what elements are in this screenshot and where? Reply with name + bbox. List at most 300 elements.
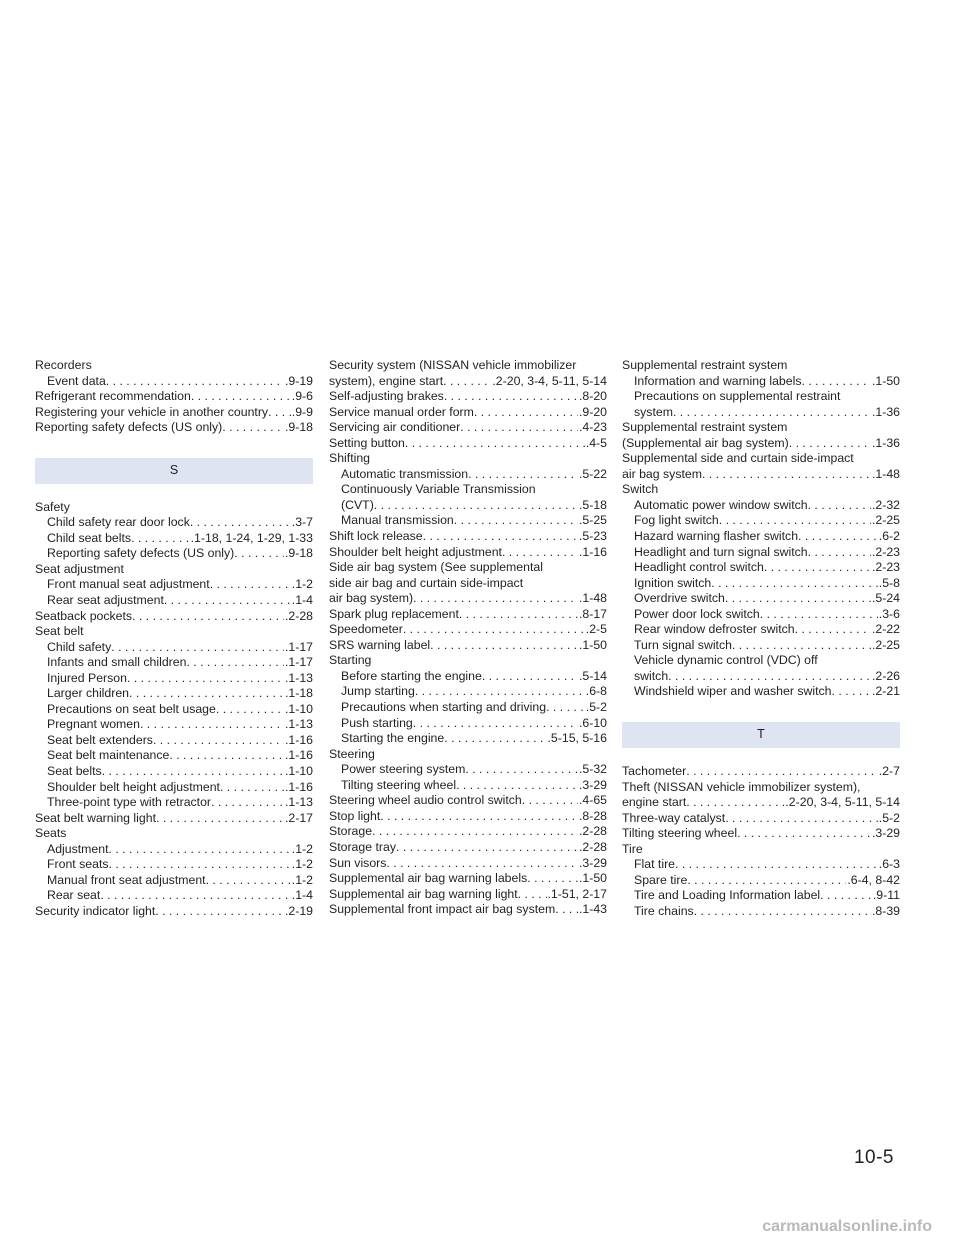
dot-leader: [443, 374, 491, 390]
dot-leader: [468, 467, 578, 483]
dot-leader: [403, 622, 585, 638]
index-entry: [329, 840, 607, 856]
index-entry: [329, 887, 607, 903]
index-entry: [35, 826, 313, 842]
entry-text: Supplemental front impact air bag system: [329, 902, 556, 917]
dot-leader: [129, 686, 284, 702]
index-entry: [329, 436, 607, 452]
index-subentry: [329, 716, 607, 732]
entry-text: Front manual seat adjustment: [47, 577, 210, 592]
dot-leader: [801, 374, 870, 390]
index-entry: [329, 576, 607, 592]
index-entry: [35, 405, 313, 421]
index-subentry: [622, 873, 900, 889]
entry-page-ref: .2-28: [578, 839, 607, 854]
entry-page-ref: .1-16: [284, 732, 313, 747]
entry-text: Tire chains: [634, 903, 694, 918]
entry-page-ref: .5-18: [578, 497, 607, 512]
index-subentry: [35, 546, 313, 562]
entry-page-ref: .5-32: [578, 762, 607, 777]
entry-text: Event data: [47, 373, 106, 388]
entry-text: Three-way catalyst: [622, 810, 726, 825]
index-subentry: [329, 513, 607, 529]
index-entry: [35, 609, 313, 625]
dot-leader: [832, 684, 871, 700]
index-subentry: [35, 577, 313, 593]
dot-leader: [795, 622, 871, 638]
index-subentry: [622, 904, 900, 920]
dot-leader: [522, 793, 578, 809]
entry-text: Sun visors: [329, 855, 387, 870]
entry-page-ref: .1-43: [578, 902, 607, 917]
page-number: 10-5: [853, 1147, 894, 1168]
dot-leader: [546, 700, 585, 716]
entry-page-ref: .8-28: [578, 808, 607, 823]
entry-text: Spare tire: [634, 872, 688, 887]
index-subentry: [329, 482, 607, 498]
index-column-3: [622, 358, 900, 920]
dot-leader: [456, 778, 578, 794]
dot-leader: [687, 873, 846, 889]
index-entry: [622, 811, 900, 827]
entry-page-ref: .4-23: [578, 420, 607, 435]
index-entry: [622, 436, 900, 452]
dot-leader: [268, 405, 291, 421]
entry-page-ref: .4-5: [585, 435, 607, 450]
entry-page-ref: .9-18: [284, 420, 313, 435]
entry-text: (CVT): [341, 497, 374, 512]
index-subentry: [35, 873, 313, 889]
index-subentry: [622, 513, 900, 529]
index-entry: [329, 374, 607, 390]
dot-leader: [156, 811, 284, 827]
index-subentry: [35, 795, 313, 811]
entry-text: Supplemental air bag warning labels: [329, 871, 528, 886]
entry-text: Shoulder belt height adjustment: [47, 779, 220, 794]
index-entry: [622, 358, 900, 374]
entry-page-ref: .2-5: [585, 622, 607, 637]
entry-page-ref: .5-14: [578, 668, 607, 683]
index-subentry: [622, 389, 900, 405]
entry-text: Power door lock switch: [634, 606, 760, 621]
index-entry: [622, 764, 900, 780]
index-entry: [622, 826, 900, 842]
entry-text: Larger children: [47, 686, 130, 701]
entry-text: Safety: [35, 499, 70, 514]
index-subentry: [622, 684, 900, 700]
index-entry: [622, 842, 900, 858]
index-subentry: [329, 700, 607, 716]
entry-page-ref: .9-6: [291, 389, 313, 404]
entry-page-ref: .5-22: [578, 466, 607, 481]
entry-text: Information and warning labels: [634, 373, 802, 388]
index-entry: [35, 811, 313, 827]
entry-text: Injured Person: [47, 670, 127, 685]
entry-text: Theft (NISSAN vehicle immobilizer system),: [622, 779, 861, 794]
index-entry: [329, 545, 607, 561]
index-subentry: [35, 671, 313, 687]
index-entry: [329, 358, 607, 374]
entry-text: Precautions when starting and driving: [341, 700, 547, 715]
dot-leader: [789, 436, 871, 452]
index-entry: [329, 638, 607, 654]
entry-text: Hazard warning flasher switch: [634, 529, 799, 544]
entry-text: Power steering system: [341, 762, 466, 777]
index-subentry: [622, 638, 900, 654]
entry-text: system), engine start: [329, 373, 444, 388]
entry-text: Manual transmission: [341, 513, 454, 528]
entry-page-ref: .1-16: [578, 544, 607, 559]
entry-text: Security system (NISSAN vehicle immobilizer: [329, 358, 577, 372]
entry-page-ref: .1-16: [284, 748, 313, 763]
entry-text: Seat belt: [35, 624, 84, 639]
dot-leader: [222, 420, 284, 436]
watermark: carmanualsonline.info: [762, 1218, 932, 1235]
dot-leader: [444, 389, 578, 405]
entry-text: Speedometer: [329, 622, 403, 637]
entry-page-ref: .3-29: [578, 855, 607, 870]
entry-page-ref: .9-18: [284, 546, 313, 561]
entry-text: air bag system): [329, 591, 414, 606]
dot-leader: [155, 904, 284, 920]
dot-leader: [216, 702, 284, 718]
entry-text: side air bag and curtain side-impact: [329, 575, 524, 590]
index-subentry: [622, 857, 900, 873]
index-subentry: [329, 498, 607, 514]
dot-leader: [518, 887, 547, 903]
entry-text: Refrigerant recommendation: [35, 389, 191, 404]
entry-text: Precautions on seat belt usage: [47, 701, 216, 716]
index-subentry: [35, 764, 313, 780]
entry-page-ref: .1-2: [291, 577, 313, 592]
section-header-s: [35, 458, 313, 484]
entry-text: Tilting steering wheel: [622, 826, 738, 841]
dot-leader: [430, 638, 578, 654]
entry-page-ref: .2-21: [871, 684, 900, 699]
index-entry: [329, 405, 607, 421]
index-entry: [35, 389, 313, 405]
entry-page-ref: .1-2: [291, 841, 313, 856]
entry-text: Stop light: [329, 808, 381, 823]
dot-leader: [527, 871, 578, 887]
dot-leader: [798, 529, 878, 545]
index-subentry: [329, 762, 607, 778]
entry-page-ref: .6-8: [585, 684, 607, 699]
dot-leader: [760, 607, 878, 623]
entry-page-ref: .1-48: [871, 466, 900, 481]
index-subentry: [35, 686, 313, 702]
entry-text: Before starting the engine: [341, 668, 482, 683]
entry-text: Seat belt warning light: [35, 810, 156, 825]
entry-text: Servicing air conditioner: [329, 420, 461, 435]
dot-leader: [191, 389, 291, 405]
entry-text: Tilting steering wheel: [341, 777, 457, 792]
dot-leader: [668, 669, 871, 685]
entry-page-ref: .1-17: [284, 655, 313, 670]
entry-page-ref: .2-23: [871, 560, 900, 575]
index-entry: [622, 482, 900, 498]
entry-text: Steering wheel audio control switch: [329, 793, 522, 808]
entry-text: Supplemental restraint system: [622, 420, 788, 435]
dot-leader: [396, 840, 578, 856]
dot-leader: [474, 405, 578, 421]
entry-text: Infants and small children: [47, 655, 187, 670]
dot-leader: [386, 856, 578, 872]
dot-leader: [164, 593, 291, 609]
entry-page-ref: .2-26: [871, 668, 900, 683]
index-entry: [329, 793, 607, 809]
dot-leader: [719, 513, 871, 529]
index-entry: [622, 795, 900, 811]
entry-text: Flat tire: [634, 857, 675, 872]
index-entry: [329, 871, 607, 887]
entry-page-ref: .6-3: [878, 857, 900, 872]
entry-text: Continuously Variable Transmission: [341, 482, 536, 497]
entry-page-ref: .1-48: [578, 591, 607, 606]
entry-text: Starting the engine: [341, 731, 445, 746]
index-subentry: [329, 669, 607, 685]
dot-leader: [131, 531, 190, 547]
entry-text: Self-adjusting brakes: [329, 389, 444, 404]
dot-leader: [413, 716, 578, 732]
section-letter: T: [757, 727, 765, 742]
entry-text: Security indicator light: [35, 903, 156, 918]
index-subentry: [622, 498, 900, 514]
entry-page-ref: .1-18, 1-24, 1-29, 1-33: [190, 530, 313, 545]
dot-leader: [686, 795, 784, 811]
entry-text: Automatic power window switch: [634, 497, 808, 512]
index-subentry: [35, 780, 313, 796]
index-subentry: [35, 702, 313, 718]
entry-text: Setting button: [329, 435, 405, 450]
dot-leader: [220, 780, 284, 796]
dot-leader: [415, 684, 585, 700]
index-entry: [329, 389, 607, 405]
entry-text: Precautions on supplemental restraint: [634, 389, 841, 404]
index-entry: [35, 420, 313, 436]
entry-page-ref: .1-16: [284, 779, 313, 794]
entry-page-ref: .5-23: [578, 529, 607, 544]
dot-leader: [465, 762, 578, 778]
index-entry: [622, 780, 900, 796]
entry-text: Storage: [329, 824, 373, 839]
index-subentry: [622, 576, 900, 592]
entry-page-ref: .9-19: [284, 373, 313, 388]
entry-text: Shift lock release: [329, 529, 423, 544]
index-entry: [35, 358, 313, 374]
index-subentry: [35, 842, 313, 858]
index-subentry: [35, 655, 313, 671]
entry-page-ref: .3-7: [291, 515, 313, 530]
entry-page-ref: .2-32: [871, 497, 900, 512]
entry-page-ref: .1-36: [871, 404, 900, 419]
entry-page-ref: .1-17: [284, 639, 313, 654]
index-subentry: [329, 778, 607, 794]
entry-text: system: [634, 404, 673, 419]
entry-text: Headlight control switch: [634, 560, 764, 575]
dot-leader: [132, 609, 284, 625]
dot-leader: [169, 748, 284, 764]
entry-text: Switch: [622, 482, 659, 497]
entry-text: Supplemental air bag warning light: [329, 886, 518, 901]
entry-text: Tire: [622, 841, 643, 856]
entry-text: Rear seat: [47, 888, 101, 903]
index-subentry: [622, 653, 900, 669]
section-letter: S: [169, 462, 179, 477]
entry-page-ref: .1-10: [284, 701, 313, 716]
dot-leader: [413, 591, 578, 607]
entry-text: Seatback pockets: [35, 608, 133, 623]
dot-leader: [673, 405, 871, 421]
dot-leader: [694, 904, 871, 920]
entry-text: Rear seat adjustment: [47, 593, 164, 608]
index-entry: [329, 622, 607, 638]
index-subentry: [622, 560, 900, 576]
entry-page-ref: .1-13: [284, 717, 313, 732]
entry-page-ref: .2-25: [871, 637, 900, 652]
index-subentry: [622, 622, 900, 638]
dot-leader: [444, 731, 546, 747]
entry-text: air bag system: [622, 466, 702, 481]
index-entry: [329, 560, 607, 576]
index-subentry: [622, 529, 900, 545]
entry-page-ref: .9-20: [578, 404, 607, 419]
entry-page-ref: .1-13: [284, 795, 313, 810]
entry-text: Seat adjustment: [35, 561, 124, 576]
dot-leader: [210, 577, 291, 593]
entry-page-ref: .2-28: [578, 824, 607, 839]
dot-leader: [372, 824, 578, 840]
index-entry: [329, 451, 607, 467]
dot-leader: [405, 436, 585, 452]
dot-leader: [732, 638, 871, 654]
index-entry: [329, 747, 607, 763]
entry-text: Seat belts: [47, 764, 102, 779]
entry-text: Fog light switch: [634, 513, 719, 528]
entry-text: Seat belt maintenance: [47, 748, 170, 763]
entry-text: Child safety rear door lock: [47, 515, 190, 530]
entry-page-ref: .8-20: [578, 389, 607, 404]
entry-page-ref: .8-39: [871, 903, 900, 918]
entry-page-ref: .1-2: [291, 872, 313, 887]
entry-page-ref: .3-6: [878, 606, 900, 621]
dot-leader: [820, 888, 872, 904]
entry-page-ref: .2-25: [871, 513, 900, 528]
dot-leader: [808, 498, 871, 514]
entry-page-ref: .5-24: [871, 591, 900, 606]
index-subentry: [35, 640, 313, 656]
entry-text: Manual front seat adjustment: [47, 872, 206, 887]
entry-text: Side air bag system (See supplemental: [329, 560, 543, 575]
index-entry: [35, 562, 313, 578]
entry-page-ref: .6-2: [878, 529, 900, 544]
entry-text: Headlight and turn signal switch: [634, 544, 808, 559]
entry-text: Windshield wiper and washer switch: [634, 684, 832, 699]
index-entry: [329, 591, 607, 607]
dot-leader: [380, 809, 578, 825]
dot-leader: [100, 888, 290, 904]
entry-page-ref: .1-4: [291, 593, 313, 608]
entry-text: Seat belt extenders: [47, 732, 153, 747]
dot-leader: [702, 467, 871, 483]
dot-leader: [555, 902, 578, 918]
dot-leader: [234, 546, 284, 562]
dot-leader: [109, 842, 291, 858]
entry-page-ref: .5-2: [585, 700, 607, 715]
dot-leader: [127, 671, 284, 687]
index-subentry: [35, 733, 313, 749]
index-subentry: [622, 405, 900, 421]
entry-page-ref: .1-2: [291, 857, 313, 872]
entry-text: Push starting: [341, 715, 413, 730]
index-subentry: [35, 888, 313, 904]
entry-text: Reporting safety defects (US only): [47, 546, 235, 561]
entry-page-ref: .1-50: [578, 871, 607, 886]
entry-page-ref: .2-7: [878, 764, 900, 779]
entry-page-ref: .1-50: [578, 637, 607, 652]
entry-page-ref: .6-10: [578, 715, 607, 730]
entry-page-ref: .3-29: [871, 826, 900, 841]
entry-text: Vehicle dynamic control (VDC) off: [634, 653, 818, 668]
index-entry: [329, 809, 607, 825]
dot-leader: [111, 640, 284, 656]
entry-page-ref: .9-11: [872, 888, 900, 903]
entry-page-ref: .8-17: [578, 606, 607, 621]
entry-page-ref: .5-15, 5-16: [547, 731, 607, 746]
entry-text: Three-point type with retractor: [47, 795, 212, 810]
dot-leader: [737, 826, 871, 842]
index-subentry: [622, 591, 900, 607]
entry-text: Rear window defroster switch: [634, 622, 795, 637]
dot-leader: [686, 764, 878, 780]
index-entry: [329, 856, 607, 872]
entry-page-ref: .1-18: [284, 686, 313, 701]
entry-text: Pregnant women: [47, 717, 140, 732]
entry-text: Seats: [35, 826, 67, 841]
entry-text: (Supplemental air bag system): [622, 435, 789, 450]
dot-leader: [102, 764, 284, 780]
index-subentry: [329, 684, 607, 700]
dot-leader: [482, 669, 578, 685]
entry-text: Front seats: [47, 857, 109, 872]
index-entry: [329, 529, 607, 545]
entry-page-ref: .1-10: [284, 764, 313, 779]
dot-leader: [764, 560, 871, 576]
dot-leader: [140, 717, 284, 733]
index-entry: [329, 824, 607, 840]
index-subentry: [622, 545, 900, 561]
index-subentry: [622, 374, 900, 390]
index-subentry: [622, 888, 900, 904]
dot-leader: [725, 591, 871, 607]
dot-leader: [675, 857, 878, 873]
entry-text: Supplemental restraint system: [622, 358, 788, 372]
entry-page-ref: .2-17: [284, 810, 313, 825]
entry-page-ref: .9-9: [291, 404, 313, 419]
index-entry: [329, 607, 607, 623]
entry-text: Ignition switch: [634, 575, 712, 590]
index-subentry: [329, 731, 607, 747]
entry-text: Tire and Loading Information label: [634, 888, 821, 903]
entry-page-ref: .1-36: [871, 435, 900, 450]
index-subentry: [622, 607, 900, 623]
index-subentry: [35, 593, 313, 609]
entry-text: Service manual order form: [329, 404, 474, 419]
index-subentry: [35, 515, 313, 531]
dot-leader: [725, 811, 878, 827]
dot-leader: [186, 655, 284, 671]
index-entry: [35, 904, 313, 920]
